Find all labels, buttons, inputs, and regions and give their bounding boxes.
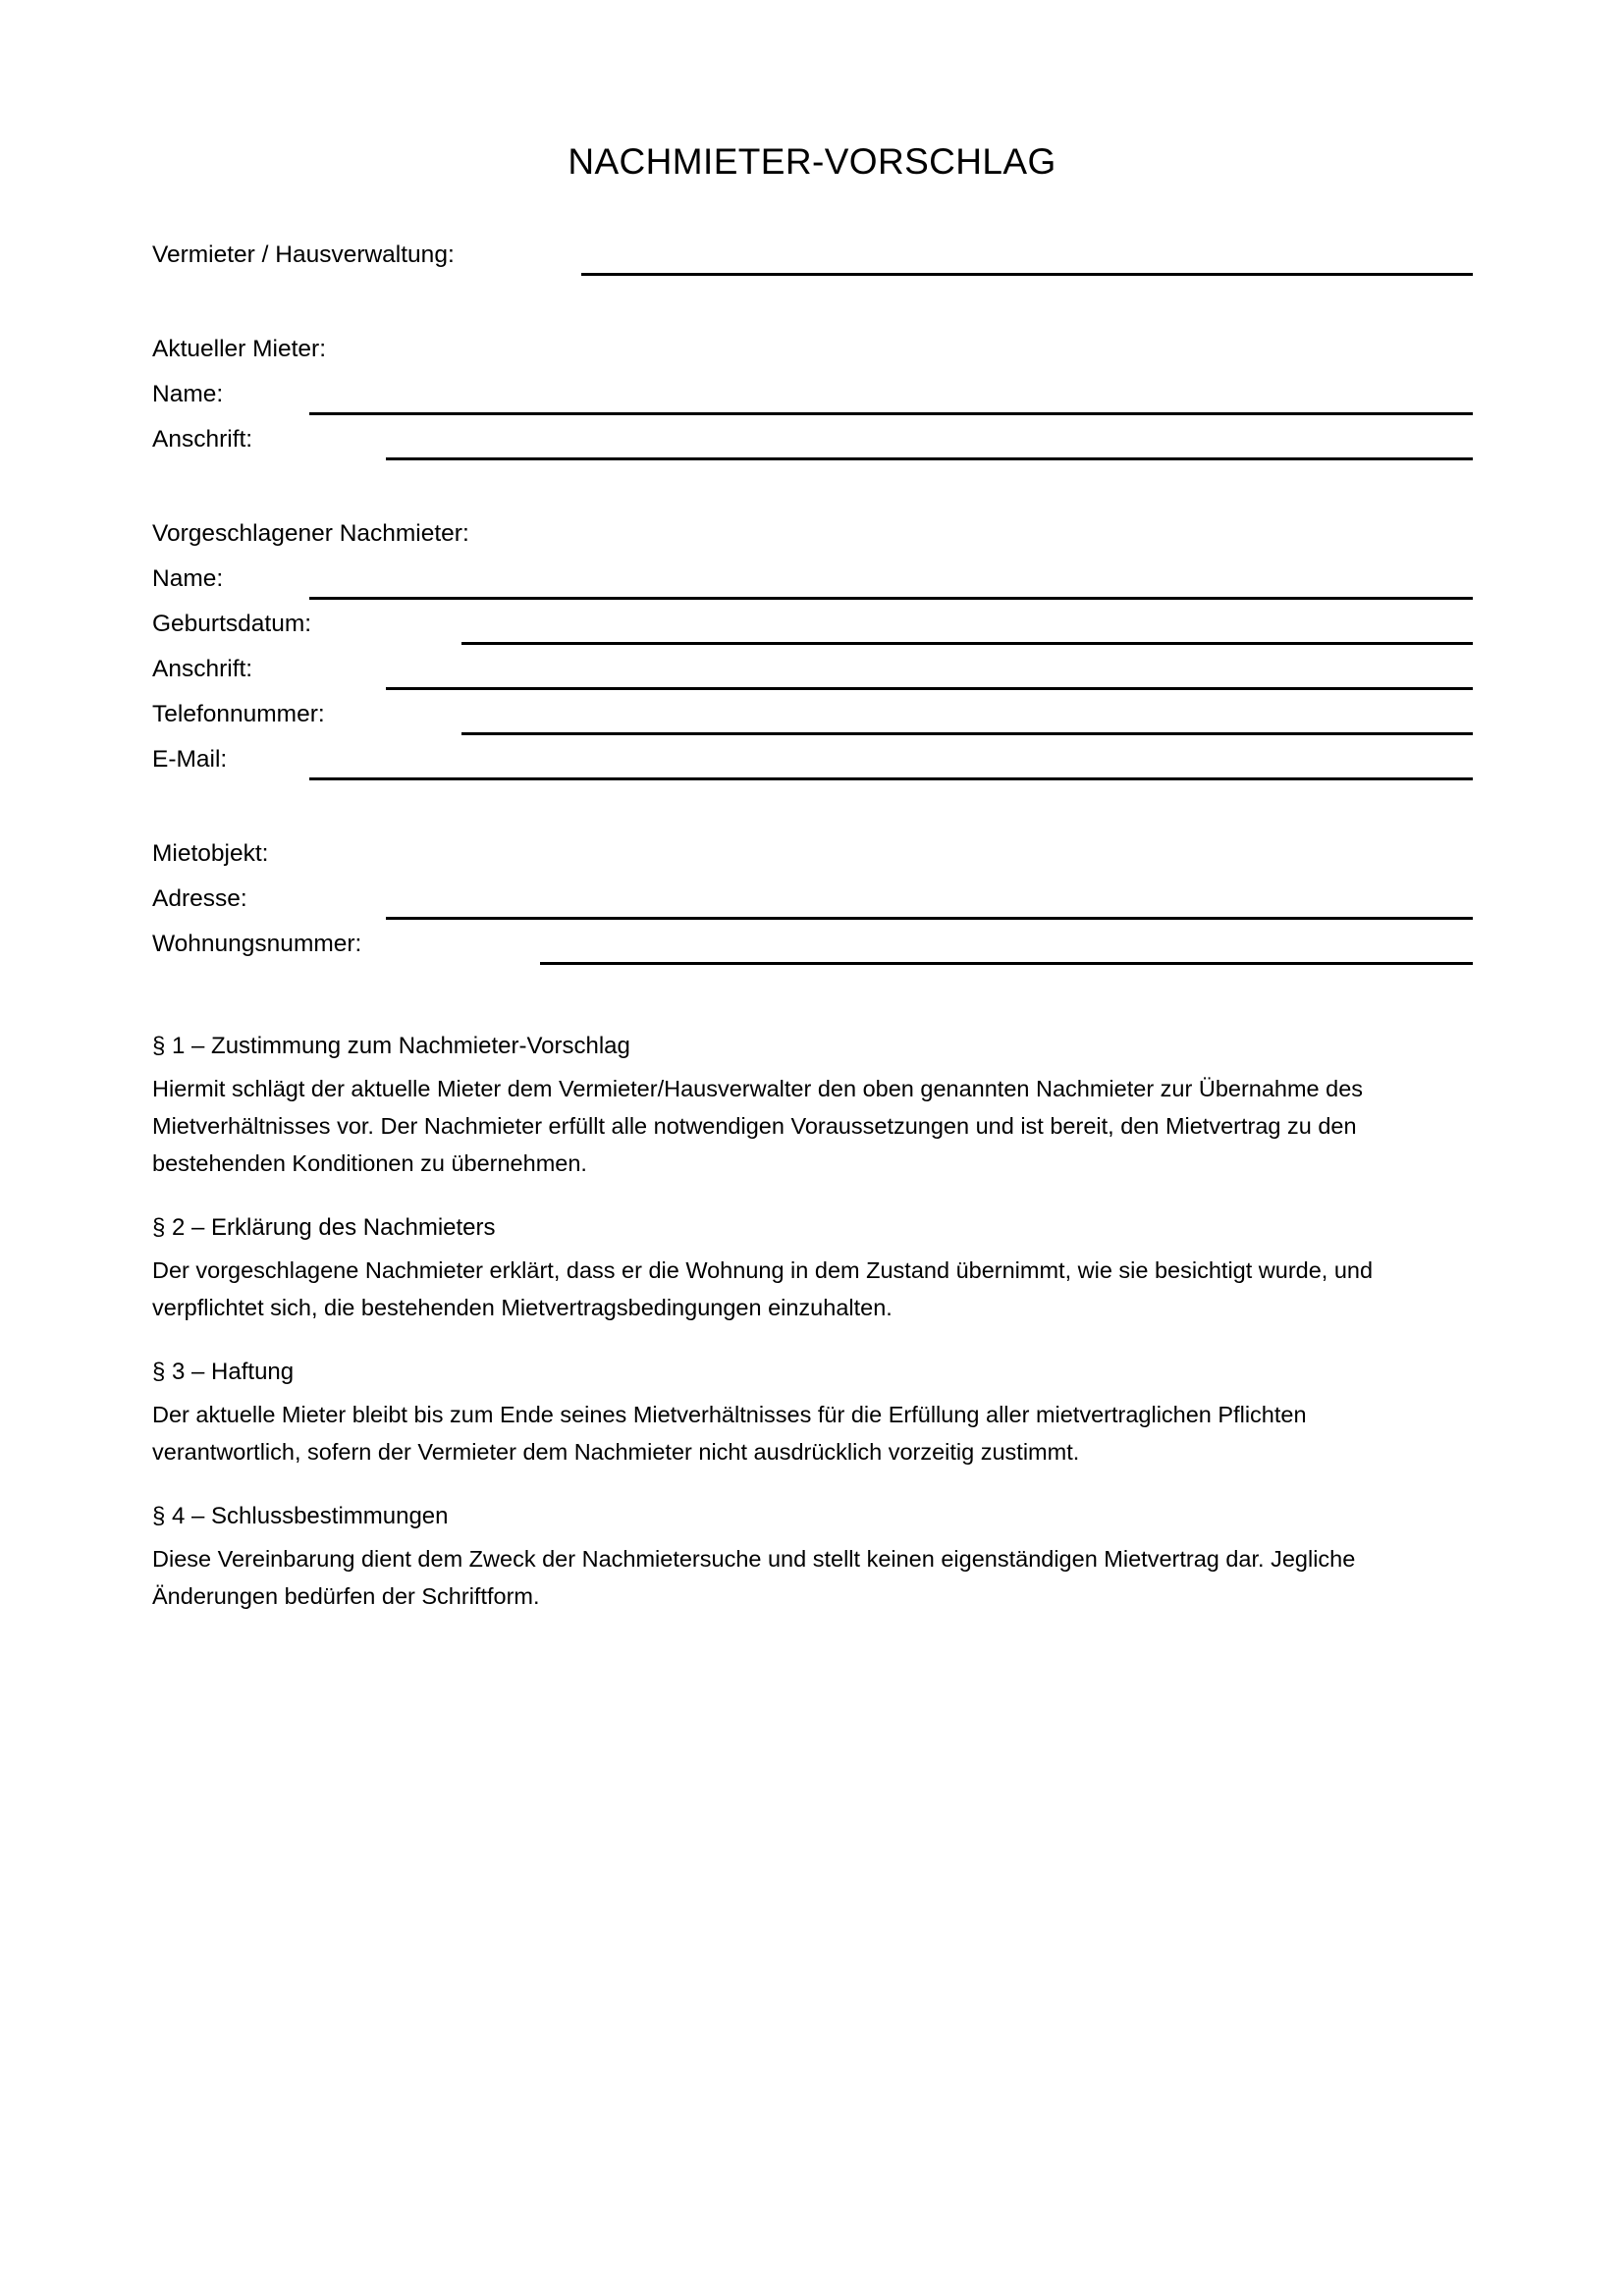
apartment-number-input-rule[interactable] — [540, 962, 1473, 965]
landlord-label: Vermieter / Hausverwaltung: — [152, 241, 455, 268]
page-title: NACHMIETER-VORSCHLAG — [568, 140, 1056, 182]
field-row-rental-address — [152, 882, 1473, 928]
rental-object-heading-row — [152, 837, 1473, 882]
clause-2-body: Der vorgeschlagene Nachmieter erklärt, dass er die Wohnung in dem Zustand übernimmt, wie sie besichtigt wurde, und verpflichtet sich, die bestehenden Mietvertragsbedingungen einzuhalten. — [152, 1257, 1374, 1320]
field-row-current-name — [152, 378, 1473, 423]
rental-address-input-rule[interactable] — [386, 917, 1473, 920]
form-fields-area — [152, 239, 1473, 973]
field-row-proposed-birthdate — [152, 608, 1473, 653]
landlord-input-rule[interactable] — [581, 273, 1473, 276]
current-name-label: Name: — [152, 381, 224, 407]
field-row-apartment-number — [152, 928, 1473, 973]
proposed-email-input-rule[interactable] — [309, 777, 1473, 780]
clause-3-heading: § 3 – Haftung — [152, 1359, 295, 1385]
rental-object-heading: Mietobjekt: — [152, 840, 269, 867]
clause-section-1 — [152, 1029, 1473, 1182]
clause-section-2 — [152, 1210, 1473, 1326]
field-row-proposed-name — [152, 562, 1473, 608]
clause-3-body: Der aktuelle Mieter bleibt bis zum Ende seines Mietverhältnisses für die Erfüllung aller mietvertraglichen Pflichten verantwortlich, sofern der Vermieter dem Nachmieter nicht ausdrücklich vorzeitig zustimmt. — [152, 1402, 1307, 1465]
current-tenant-heading-row — [152, 333, 1473, 378]
proposed-address-label: Anschrift: — [152, 656, 253, 682]
proposed-tenant-heading-row — [152, 517, 1473, 562]
proposed-name-input-rule[interactable] — [309, 597, 1473, 600]
proposed-name-label: Name: — [152, 565, 224, 592]
field-row-proposed-phone — [152, 698, 1473, 743]
field-row-proposed-address — [152, 653, 1473, 698]
proposed-phone-label: Telefonnummer: — [152, 701, 325, 727]
clause-4-heading: § 4 – Schlussbestimmungen — [152, 1503, 449, 1529]
clause-section-4 — [152, 1499, 1473, 1615]
clause-2-heading: § 2 – Erklärung des Nachmieters — [152, 1214, 496, 1241]
spacer — [152, 468, 1473, 517]
clause-section-3 — [152, 1355, 1473, 1470]
spacer — [152, 284, 1473, 333]
proposed-birthdate-label: Geburtsdatum: — [152, 611, 312, 637]
current-tenant-heading: Aktueller Mieter: — [152, 336, 327, 362]
current-address-label: Anschrift: — [152, 426, 253, 453]
spacer — [152, 788, 1473, 837]
clause-4-body: Diese Vereinbarung dient dem Zweck der Nachmietersuche und stellt keinen eigenständigen Mietvertrag dar. Jegliche Änderungen bedürfen der Schriftform. — [152, 1546, 1356, 1609]
field-row-landlord — [152, 239, 1473, 284]
current-name-input-rule[interactable] — [309, 412, 1473, 415]
field-row-current-address — [152, 423, 1473, 468]
field-row-proposed-email — [152, 743, 1473, 788]
proposed-phone-input-rule[interactable] — [461, 732, 1473, 735]
proposed-email-label: E-Mail: — [152, 746, 228, 773]
apartment-number-label: Wohnungsnummer: — [152, 931, 362, 957]
clauses-area — [152, 1029, 1473, 1615]
rental-address-label: Adresse: — [152, 885, 247, 912]
clause-1-body: Hiermit schlägt der aktuelle Mieter dem Vermieter/Hausverwalter den oben genannten Nachmieter zur Übernahme des Mietverhältnisses vor. Der Nachmieter erfüllt alle notwendigen Voraussetzungen und ist bereit, den Mietvertrag zu den bestehenden Konditionen zu übernehmen. — [152, 1076, 1364, 1176]
current-address-input-rule[interactable] — [386, 457, 1473, 460]
proposed-tenant-heading: Vorgeschlagener Nachmieter: — [152, 520, 469, 547]
clause-1-heading: § 1 – Zustimmung zum Nachmieter-Vorschlag — [152, 1033, 630, 1059]
proposed-birthdate-input-rule[interactable] — [461, 642, 1473, 645]
proposed-address-input-rule[interactable] — [386, 687, 1473, 690]
